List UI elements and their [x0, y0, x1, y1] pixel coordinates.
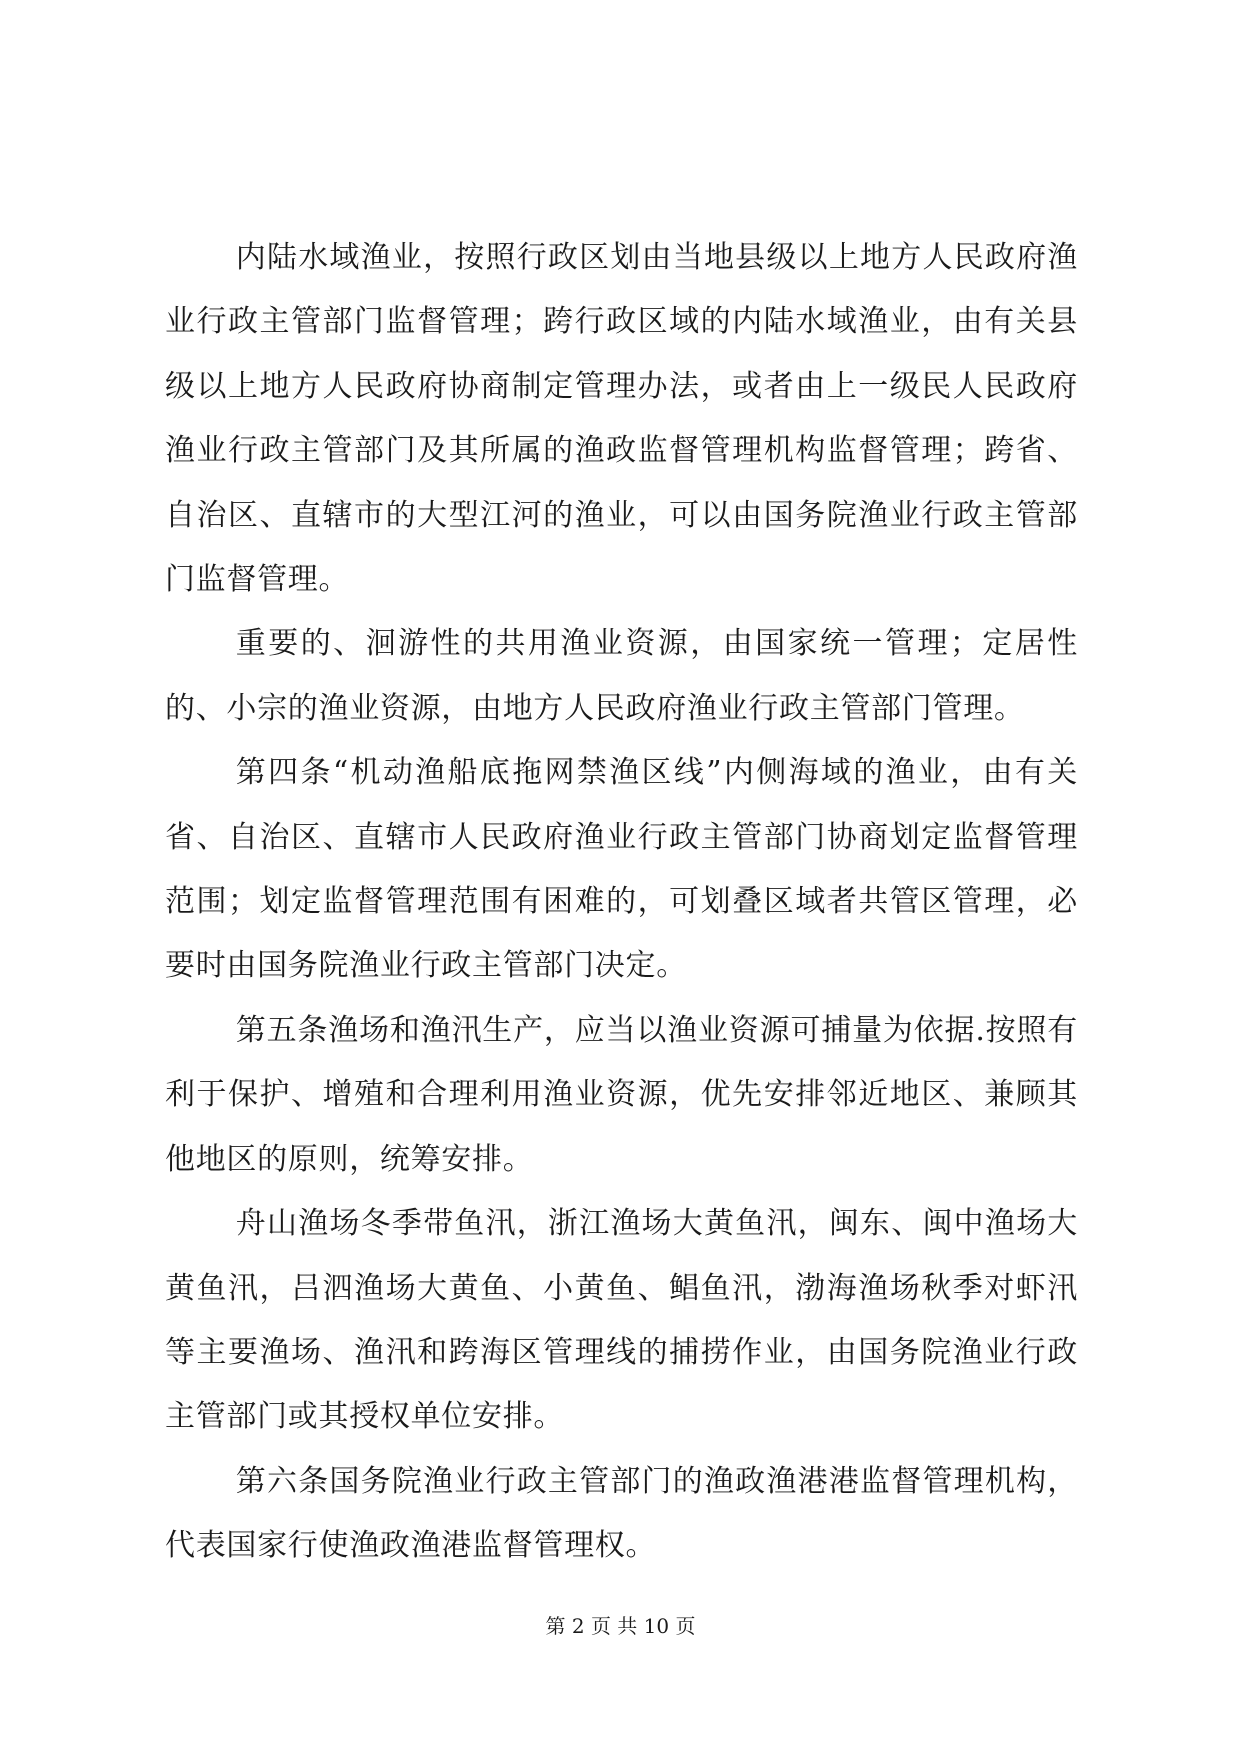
- page-number-footer: 第 2 页 共 10 页: [545, 1614, 696, 1638]
- paragraph-article-4: 第四条“机动渔船底拖网禁渔区线”内侧海域的渔业，由有关省、自治区、直辖市人民政府渔业行政主管部门协商划定监督管理范围；划定监督管理范围有困难的，可划叠区域者共管区管理，必要时由国务院渔业行政主管部门决定。: [165, 755, 1078, 984]
- paragraph-article-6: 第六条国务院渔业行政主管部门的渔政渔港港监督管理机构，代表国家行使渔政渔港监督管理权。: [165, 1463, 1078, 1564]
- paragraph-fishing-seasons: 舟山渔场冬季带鱼汛，浙江渔场大黄鱼汛，闽东、闽中渔场大黄鱼汛，吕泗渔场大黄鱼、小黄鱼、鲳鱼汛，渤海渔场秋季对虾汛等主要渔场、渔汛和跨海区管理线的捕捞作业，由国务院渔业行政主管部门或其授权单位安排。: [165, 1206, 1078, 1435]
- paragraph-shared-resources: 重要的、洄游性的共用渔业资源，由国家统一管理；定居性的、小宗的渔业资源，由地方人民政府渔业行政主管部门管理。: [165, 626, 1078, 726]
- paragraph-article-5: 第五条渔场和渔汛生产，应当以渔业资源可捕量为依据.按照有利于保护、增殖和合理利用渔业资源，优先安排邻近地区、兼顾其他地区的原则，统筹安排。: [165, 1012, 1078, 1177]
- document-body: [165, 226, 1078, 1579]
- paragraph-inland-waters: 内陆水域渔业，按照行政区划由当地县级以上地方人民政府渔业行政主管部门监督管理；跨行政区域的内陆水域渔业，由有关县级以上地方人民政府协商制定管理办法，或者由上一级民人民政府渔业行政主管部门及其所属的渔政监督管理机构监督管理；跨省、自治区、直辖市的大型江河的渔业，可以由国务院渔业行政主管部门监督管理。: [165, 240, 1078, 598]
